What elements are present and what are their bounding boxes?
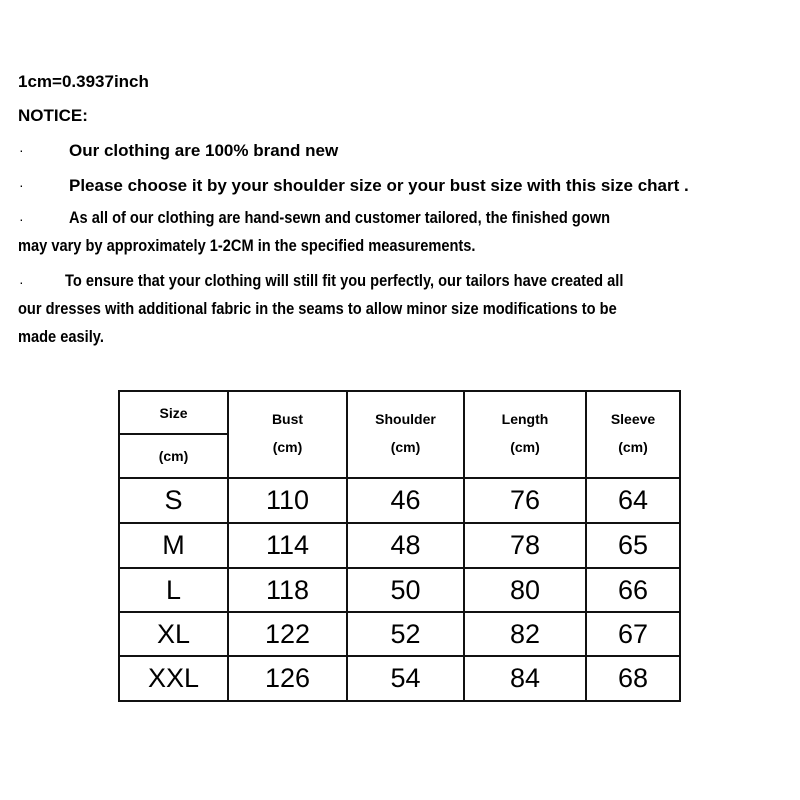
- cell-sleeve: 68: [586, 656, 680, 701]
- header-size-unit: (cm): [119, 434, 228, 478]
- size-chart-table: [118, 390, 681, 702]
- cell-length: 82: [464, 612, 586, 656]
- table-row: [119, 568, 680, 612]
- header-size: [119, 391, 228, 434]
- table-row: [119, 612, 680, 656]
- header-length-label: Length: [501, 410, 549, 427]
- header-shoulder: [347, 391, 464, 478]
- header-bust: [228, 391, 347, 478]
- notice-heading: NOTICE:: [18, 106, 88, 125]
- header-sleeve: [586, 391, 680, 478]
- cell-shoulder: 50: [347, 568, 464, 612]
- cell-bust: 126: [228, 656, 347, 701]
- notice-item-4-line-3: made easily.: [18, 327, 104, 346]
- notice-item-1: Our clothing are 100% brand new: [69, 141, 339, 160]
- cell-size: M: [119, 523, 228, 568]
- header-shoulder-label: Shoulder: [375, 410, 436, 427]
- cell-bust: 114: [228, 523, 347, 568]
- cell-length: 76: [464, 478, 586, 523]
- header-length: [464, 391, 586, 478]
- conversion-note: 1cm=0.3937inch: [18, 72, 149, 91]
- table-header-row: [119, 391, 680, 434]
- cell-shoulder: 52: [347, 612, 464, 656]
- cell-shoulder: 46: [347, 478, 464, 523]
- header-shoulder-unit: (cm): [390, 438, 421, 455]
- table-row: [119, 478, 680, 523]
- table-row: [119, 523, 680, 568]
- bullet-dot: ·: [19, 274, 24, 290]
- notice-item-2: Please choose it by your shoulder size or your bust size with this size chart .: [69, 176, 689, 195]
- cell-sleeve: 65: [586, 523, 680, 568]
- bullet-dot: ·: [19, 177, 24, 193]
- cell-shoulder: 48: [347, 523, 464, 568]
- cell-sleeve: 66: [586, 568, 680, 612]
- notice-item-3-line-1: As all of our clothing are hand-sewn and customer tailored, the finished gown: [69, 208, 611, 227]
- cell-length: 78: [464, 523, 586, 568]
- table-row: [119, 656, 680, 701]
- cell-size: S: [119, 478, 228, 523]
- header-bust-unit: (cm): [272, 438, 303, 455]
- cell-bust: 110: [228, 478, 347, 523]
- header-bust-label: Bust: [271, 410, 304, 427]
- cell-sleeve: 64: [586, 478, 680, 523]
- bullet-dot: ·: [19, 142, 24, 158]
- header-size-label: Size: [159, 404, 188, 421]
- notice-item-4-line-1: To ensure that your clothing will still fit you perfectly, our tailors have created all: [65, 271, 624, 290]
- header-sleeve-unit: (cm): [618, 438, 648, 455]
- header-sleeve-label: Sleeve: [610, 410, 656, 427]
- cell-size: XL: [119, 612, 228, 656]
- header-length-unit: (cm): [510, 438, 540, 455]
- cell-bust: 118: [228, 568, 347, 612]
- cell-bust: 122: [228, 612, 347, 656]
- cell-shoulder: 54: [347, 656, 464, 701]
- notice-item-4-line-2: our dresses with additional fabric in the seams to allow minor size modifications to be: [18, 299, 617, 318]
- bullet-dot: ·: [19, 211, 24, 227]
- cell-length: 84: [464, 656, 586, 701]
- cell-size: L: [119, 568, 228, 612]
- cell-size: XXL: [119, 656, 228, 701]
- cell-sleeve: 67: [586, 612, 680, 656]
- cell-length: 80: [464, 568, 586, 612]
- notice-item-3-line-2: may vary by approximately 1-2CM in the specified measurements.: [18, 236, 476, 255]
